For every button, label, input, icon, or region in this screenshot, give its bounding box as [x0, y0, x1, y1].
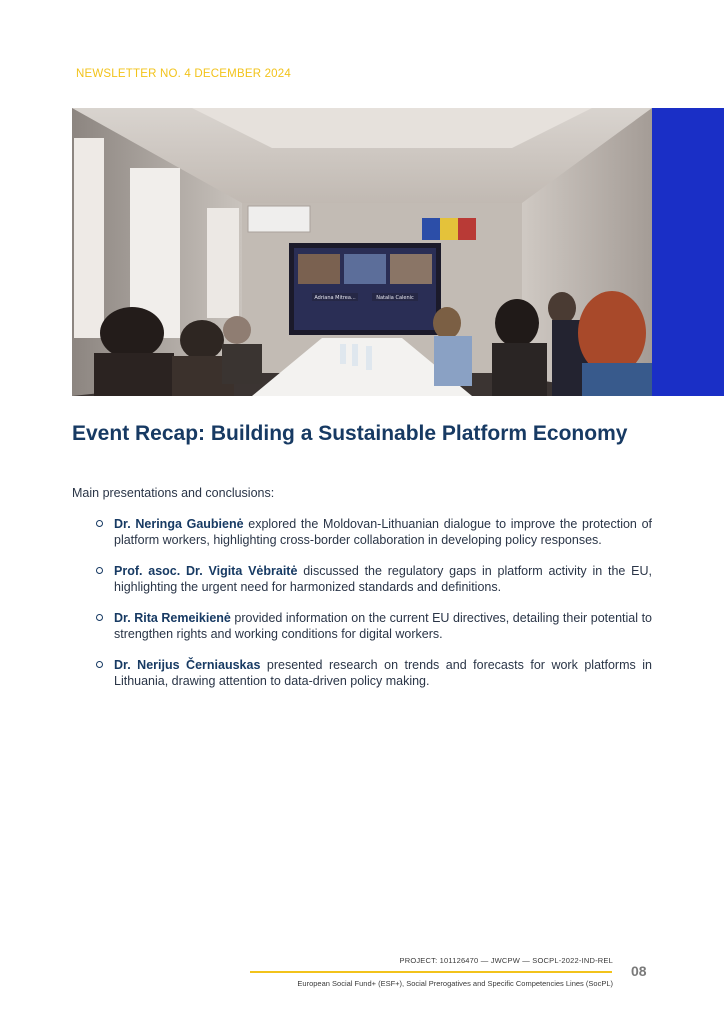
newsletter-header: NEWSLETTER NO. 4 DECEMBER 2024 — [76, 68, 291, 80]
footer-divider — [250, 971, 612, 973]
presenter-name: Dr. Nerijus Černiauskas — [114, 658, 261, 672]
circle-bullet-icon — [96, 567, 103, 574]
presentations-list — [96, 516, 652, 704]
event-photo — [72, 108, 652, 396]
blue-accent-block — [652, 108, 724, 396]
footer-fund-line: European Social Fund+ (ESF+), Social Prerogatives and Specific Competencies Lines (SocPL) — [297, 979, 613, 988]
presenter-name: Dr. Rita Remeikienė — [114, 611, 231, 625]
presentation-summary: presented research on trends and forecasts for work platforms in Lithuania, drawing attention to data-driven policy making. — [114, 658, 652, 688]
list-item — [96, 563, 652, 595]
circle-bullet-icon — [96, 661, 103, 668]
page-number: 08 — [631, 963, 647, 979]
list-item — [96, 657, 652, 689]
presenter-name: Dr. Neringa Gaubienė — [114, 517, 244, 531]
screen-name-1: Adriana Mitrea... — [314, 295, 356, 301]
presentation-summary: discussed the regulatory gaps in platform activity in the EU, highlighting the urgent need for harmonized standards and definitions. — [114, 564, 653, 594]
presenter-name: Prof. asoc. Dr. Vigita Vėbraitė — [114, 564, 298, 578]
list-item — [96, 516, 652, 548]
article-title: Event Recap: Building a Sustainable Platform Economy — [72, 422, 628, 445]
circle-bullet-icon — [96, 614, 103, 621]
presentation-summary: explored the Moldovan-Lithuanian dialogue to improve the protection of platform workers, highlighting cross-border collaboration in developing policy responses. — [114, 517, 652, 547]
meeting-room-illustration — [72, 108, 652, 396]
presentation-summary: provided information on the current EU directives, detailing their potential to strengthen rights and working conditions for digital workers. — [114, 611, 652, 641]
article-intro: Main presentations and conclusions: — [72, 486, 275, 500]
list-item — [96, 610, 652, 642]
screen-name-2: Natalia Calenic — [376, 295, 414, 301]
footer-project-code: PROJECT: 101126470 — JWCPW — SOCPL-2022-IND-REL — [399, 956, 613, 965]
circle-bullet-icon — [96, 520, 103, 527]
